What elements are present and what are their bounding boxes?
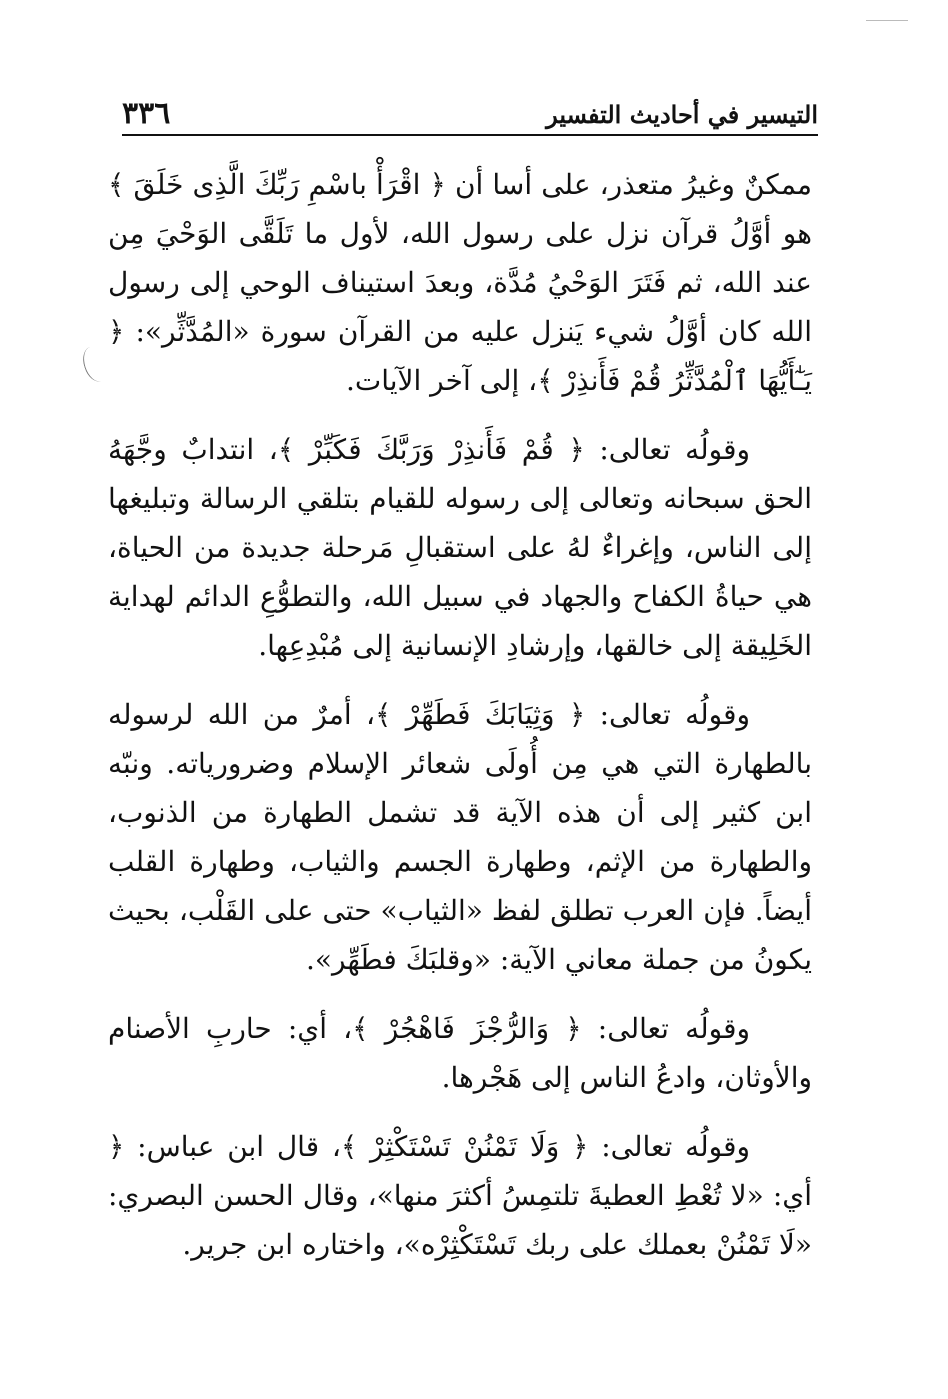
paragraph-2: وقولُه تعالى: ﴿ قُمْ فَأَنذِرْ وَرَبَّكَ فَكَبِّرْ ﴾، انتدابٌ وجَّهَهُ الحق سبحانه وتعالى إلى رسوله للقيام بتلقي الرسالة وتبليغها إلى الناس، وإغراءٌ لهُ على استقبالِ مَرحلة جديدة من الحياة، هي حياةُ الكفاح والجهاد في سبيل الله، والتطوُّعِ الدائم لهداية الخَلِيقة إلى خالقها، وإرشادِ الإنسانية إلى مُبْدِعِها. xyxy=(108,433,812,662)
paragraph-5: وقولُه تعالى: ﴿ وَلَا تَمْنُنْ تَسْتَكْثِرْ ﴾، قال ابن عباس: ﴿ أي: «لا تُعْطِ العطيةَ تلتمِسُ أكثرَ منها»، وقال الحسن البصري: «لَا تَمْنُنْ بعملك على ربك تَسْتَكْثِرْه»، واختاره ابن جرير. xyxy=(108,1130,812,1261)
page-number: ٣٣٦ xyxy=(122,96,171,131)
body-text xyxy=(108,160,812,1269)
paragraph-4: وقولُه تعالى: ﴿ وَالرُّجْزَ فَاهْجُرْ ﴾، أي: حاربِ الأصنام والأوثان، وادعُ الناس إلى هَجْرها. xyxy=(108,1012,812,1094)
page-header xyxy=(122,92,818,136)
scan-edge-mark xyxy=(866,20,908,21)
paragraph-1: ممكنٌ وغيرُ متعذر، على أسا أن ﴿ اقْرَأْ باسْمِ رَبِّكَ الَّذِى خَلَقَ ﴾ هو أوَّلُ قرآن نزل على رسول الله، لأول ما تَلَقَّى الوَحْيَ مِن عند الله، ثم فَتَرَ الوَحْيُ مُدَّة، وبعدَ استيناف الوحي إلى رسول الله كان أوَّلُ شيء يَنزل عليه من القرآن سورة «المُدَّثِّر»: ﴿ يَـٰٓأَيُّهَا ٱلْمُدَّثِّرُ قُمْ فَأَنذِرْ ﴾، إلى آخر الآيات. xyxy=(108,168,813,397)
paragraph-3: وقولُه تعالى: ﴿ وَثِيَابَكَ فَطَهِّرْ ﴾، أمرٌ من الله لرسوله بالطهارة التي هي مِن أُولَى شعائر الإسلام وضرورياته. ونبّه ابن كثير إلى أن هذه الآية قد تشمل الطهارة من الذنوب، والطهارة من الإثم، وطهارة الجسم والثياب، وطهارة القلب أيضاً. فإن العرب تطلق لفظ «الثياب» حتى على القَلْب، بحيث يكونُ من جملة معاني الآية: «وقلبَكَ فطَهِّر». xyxy=(108,698,812,976)
running-title: التيسير في أحاديث التفسير xyxy=(546,100,818,129)
